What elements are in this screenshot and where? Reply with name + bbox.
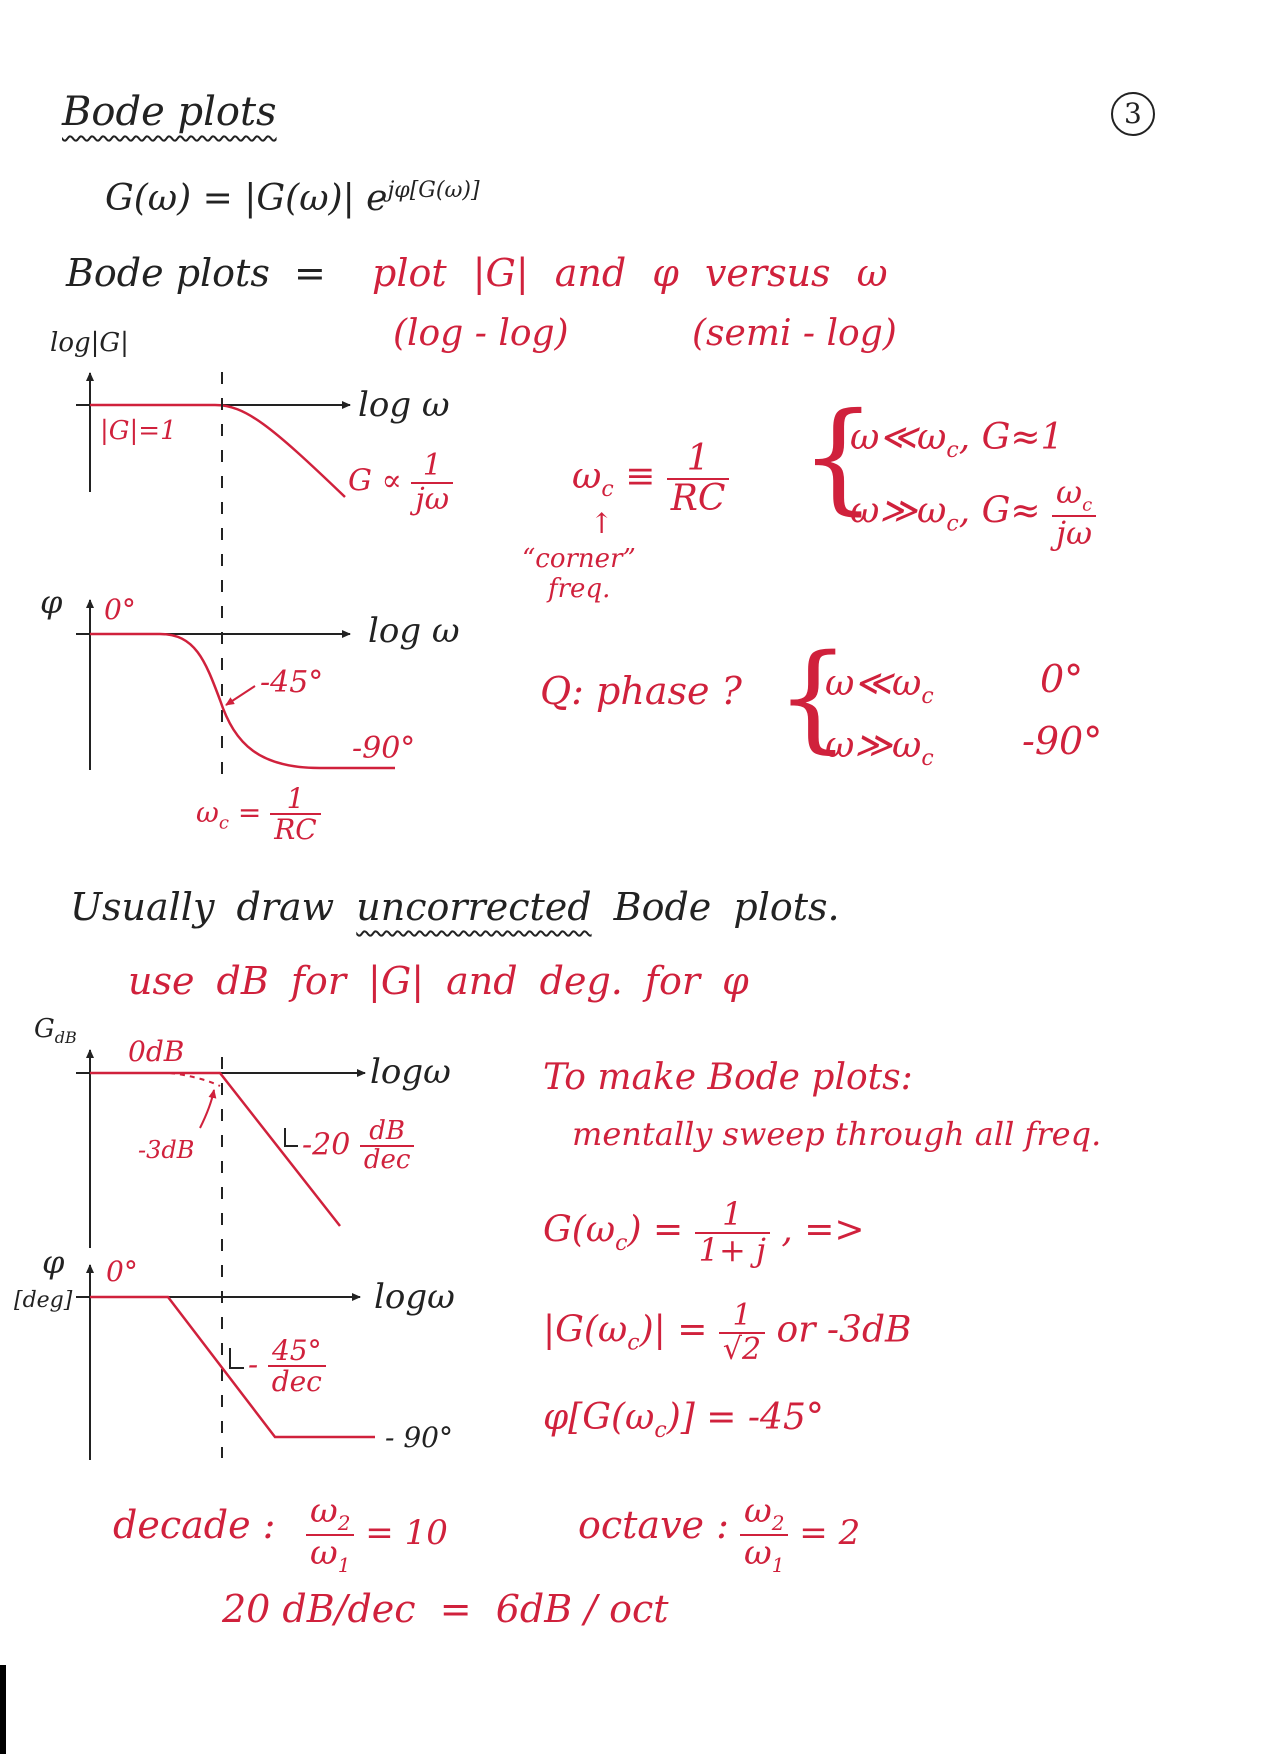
octave-fraction: $\frac{\omega_2}{\omega_1}$ = 2 xyxy=(740,1494,860,1576)
plot3-slope-label: -20 dB dec xyxy=(302,1118,414,1175)
plot2-wc-label: $\omega_c$ = $\frac{1}{RC}$ xyxy=(196,784,321,845)
definition-exponent: jφ[G(ω)] xyxy=(387,178,480,203)
phase-case-row1: $\omega≪\omega_c$ xyxy=(825,663,934,710)
plot2-x-label: log ω xyxy=(368,611,460,651)
corner-definition: $\omega_c$ ≡ $\frac{1}{RC}$ xyxy=(572,440,729,518)
plot1-asymptote-label: G ∝ $\frac{1}{j\omega}$ xyxy=(348,450,453,515)
plot2-start-label: 0° xyxy=(104,593,136,626)
page-title: Bode plots xyxy=(62,89,277,135)
plot4-slope-triangle xyxy=(230,1348,244,1368)
plot4-x-label: logω xyxy=(374,1277,455,1317)
plot4-start-label: 0° xyxy=(106,1255,138,1288)
definition-rhs: = |G(ω)| e xyxy=(202,178,388,219)
scale-mag: (log - log) xyxy=(393,313,569,354)
plot4-end-label: - 90° xyxy=(385,1421,453,1454)
bode-def-eq: = xyxy=(294,251,326,295)
cases-mag-brace: { xyxy=(800,388,877,527)
definition-lhs: G(ω) xyxy=(105,178,192,219)
howto-eq2: $|G(\omega_c)|$ = $\frac{1}{√2}$ or -3dB xyxy=(543,1298,912,1367)
plot1-level-label: |G|=1 xyxy=(100,416,177,446)
plot3-dip-arrow xyxy=(200,1090,214,1128)
decade-fraction: $\frac{\omega_2}{\omega_1}$ = 10 xyxy=(306,1494,448,1576)
plot3-dip-label: -3dB xyxy=(138,1136,195,1164)
definition-equation xyxy=(105,180,480,217)
corner-label: “corner” xyxy=(522,544,636,574)
howto-eq3: $\varphi[G(\omega_c)] = -45^\circ$ xyxy=(543,1397,824,1444)
phase-brace: { xyxy=(776,630,850,765)
plot4-asymptote xyxy=(90,1297,375,1437)
plot3-y-label: $G_{dB}$ xyxy=(34,1014,77,1048)
plot4-slope-label: - 45° dec xyxy=(248,1336,326,1397)
plot4-y-label: φ xyxy=(42,1243,65,1281)
howto-line1: To make Bode plots: xyxy=(543,1057,913,1098)
plot2-curve xyxy=(90,634,395,768)
uncorrected-word: uncorrected xyxy=(356,885,592,929)
plot3-true-curve xyxy=(170,1073,220,1086)
plot1-y-label: log|G| xyxy=(50,328,129,358)
cases-mag-row2: $\omega≫\omega_c$, G≈ $\frac{\omega_c}{j\omega}$ xyxy=(850,476,1096,551)
section2-line1: Usually draw uncorrected Bode plots. xyxy=(70,885,840,929)
plot3-x-label: logω xyxy=(370,1052,451,1092)
plot1-x-label: log ω xyxy=(358,385,450,425)
plot2-pointer-arrow xyxy=(226,686,255,705)
freq-label: freq. xyxy=(548,574,611,604)
howto-eq1: $G(\omega_c)$ = $\frac{1}{1+ j}$ , => xyxy=(543,1195,865,1269)
phase-case-row2: $\omega≫\omega_c$ xyxy=(825,725,934,772)
plot2-mid-label: -45° xyxy=(260,665,324,700)
bode-def-lhs: Bode plots = xyxy=(66,251,326,295)
plot3-slope-triangle xyxy=(285,1128,298,1146)
decade-label: decade : xyxy=(113,1503,276,1547)
plot2-y-label: φ xyxy=(40,583,63,621)
plot2-end-label: -90° xyxy=(352,731,416,766)
section2-line2: use dB for |G| and deg. for φ xyxy=(128,959,749,1003)
octave-label: octave : xyxy=(578,1503,729,1547)
plot3-start-label: 0dB xyxy=(128,1035,185,1068)
corner-arrow: ↑ xyxy=(590,507,614,540)
howto-line2: mentally sweep through all freq. xyxy=(572,1115,1102,1153)
cases-mag-row1: $\omega≪\omega_c$, G≈1 xyxy=(850,417,1064,464)
phase-case-value2: -90° xyxy=(1022,719,1103,763)
phase-case-value1: 0° xyxy=(1040,657,1084,701)
plot4-y-unit: [deg] xyxy=(14,1288,73,1313)
phase-question: Q: phase ? xyxy=(540,669,742,713)
bode-def-rhs: plot |G| and φ versus ω xyxy=(372,251,888,295)
scale-phase: (semi - log) xyxy=(692,313,897,354)
scan-edge-mark xyxy=(0,1665,6,1754)
page-number: 3 xyxy=(1124,97,1142,130)
conversion-line: 20 dB/dec = 6dB / oct xyxy=(222,1587,669,1631)
